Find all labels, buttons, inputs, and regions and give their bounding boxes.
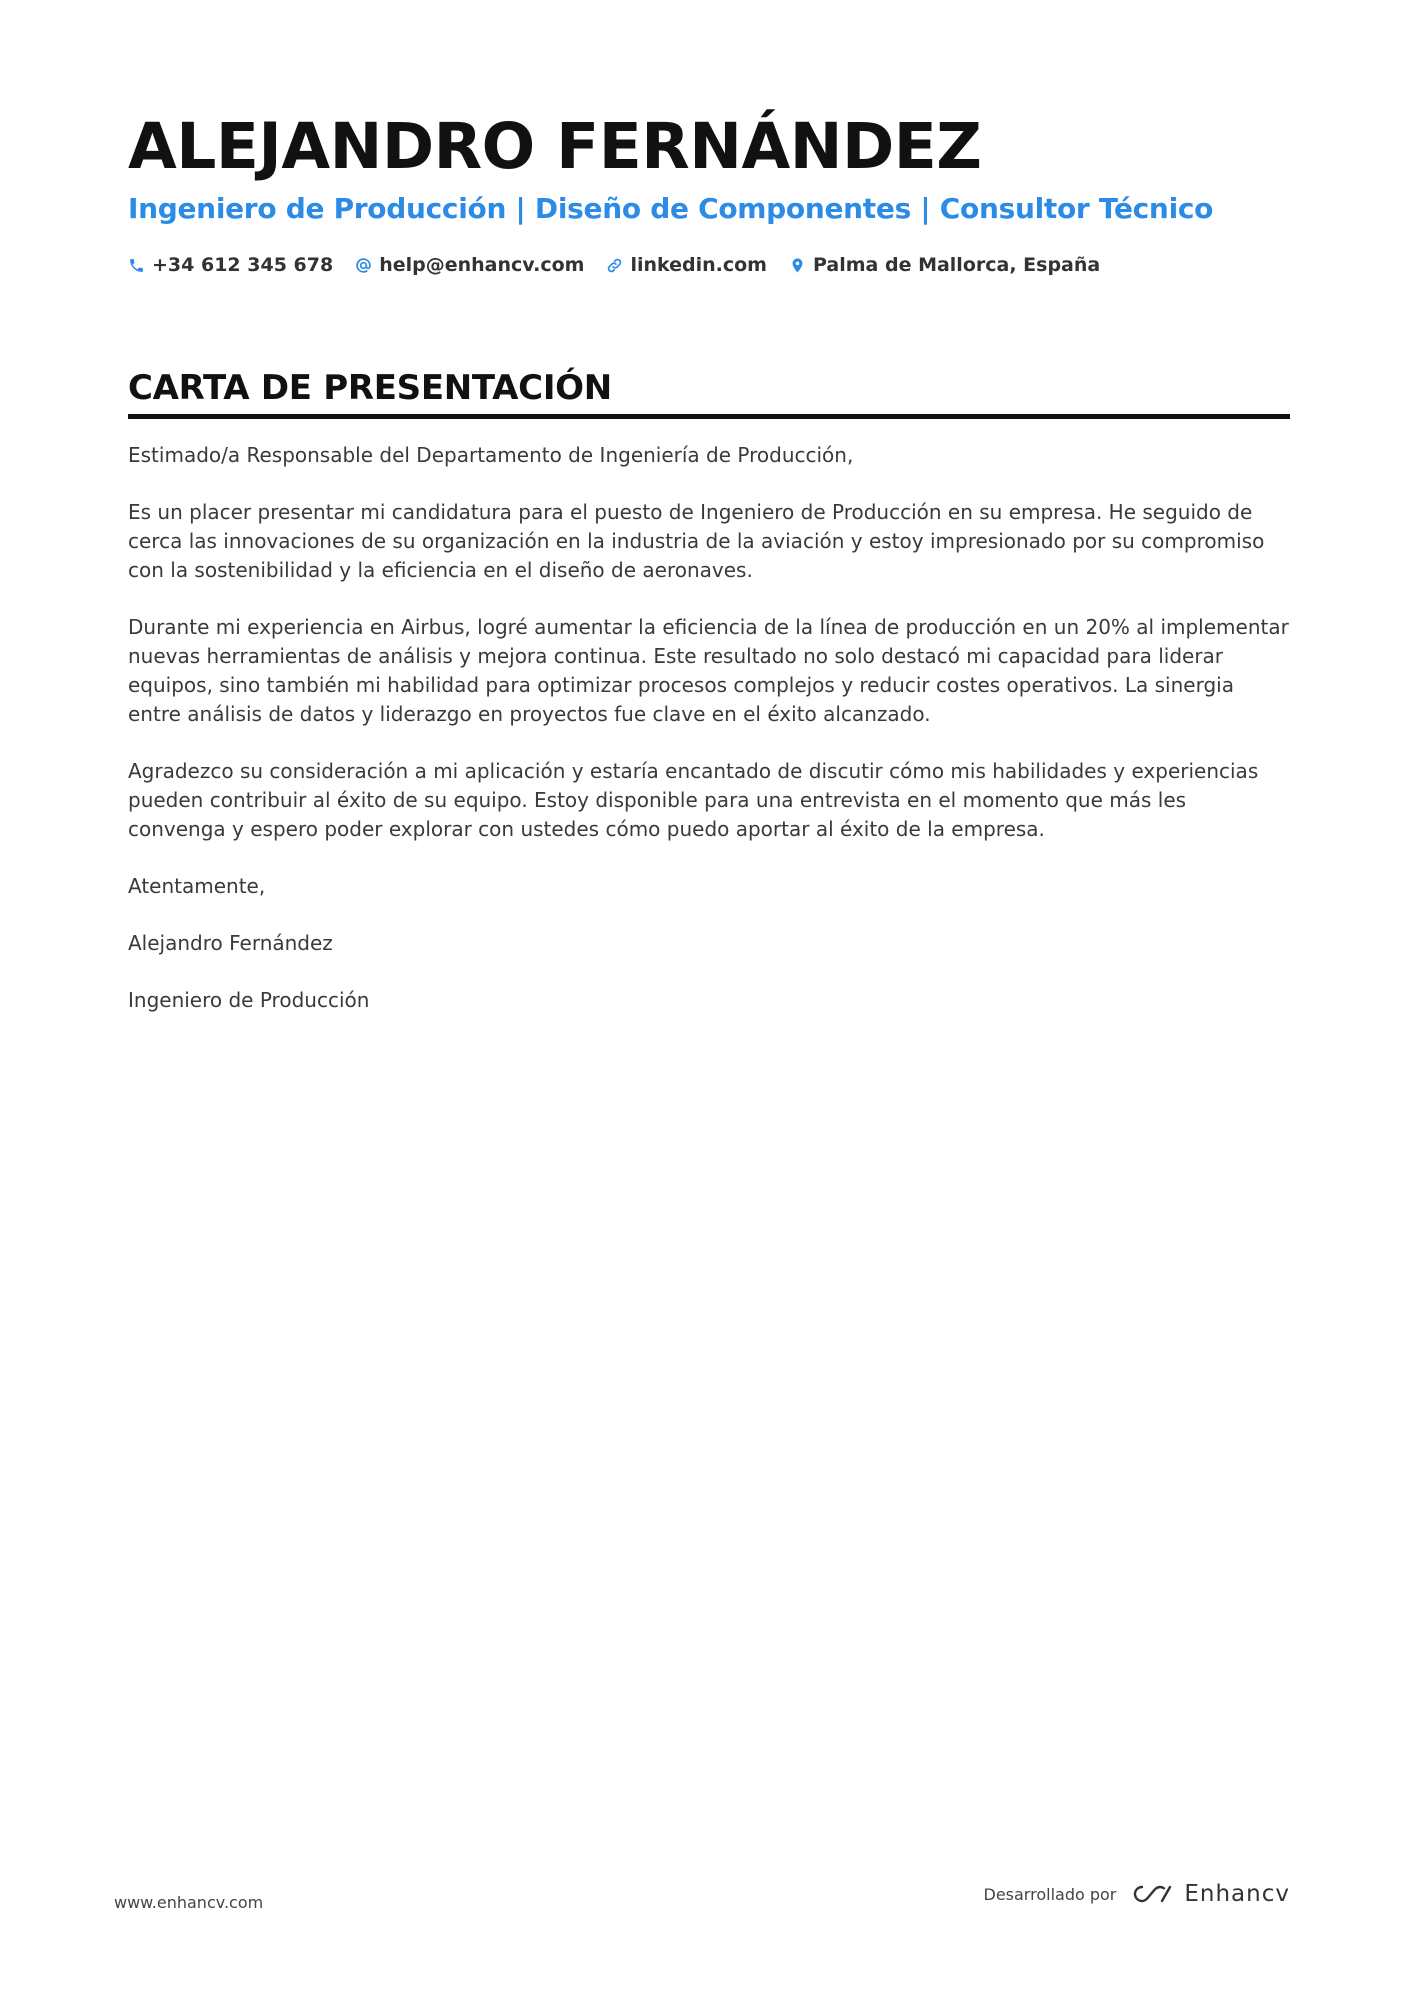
- location-pin-icon: [789, 257, 806, 274]
- contact-bar: [128, 254, 1290, 276]
- contact-linkedin-text[interactable]: linkedin.com: [630, 254, 767, 276]
- contact-email[interactable]: [355, 254, 584, 276]
- contact-location: [789, 254, 1100, 276]
- enhancv-logo[interactable]: [1128, 1880, 1290, 1908]
- letter-paragraph: Es un placer presentar mi candidatura para el puesto de Ingeniero de Producción en su empresa. He seguido de cerca las innovaciones de su organización en la industria de la aviación y estoy impresionado por su compromiso con la sostenibilidad y la eficiencia en el diseño de aeronaves.: [128, 500, 1265, 582]
- applicant-tagline: Ingeniero de Producción | Diseño de Componentes | Consultor Técnico: [128, 192, 1214, 225]
- powered-by-text: Desarrollado por: [983, 1884, 1117, 1904]
- signature-title: Ingeniero de Producción: [128, 988, 370, 1012]
- signature-name: Alejandro Fernández: [128, 931, 333, 955]
- footer-branding: [984, 1880, 1291, 1908]
- letter-paragraph: Durante mi experiencia en Airbus, logré aumentar la eficiencia de la línea de producción en un 20% al implementar nuevas herramientas de análisis y mejora continua. Este resultado no solo destacó mi capacidad para liderar equipos, sino también mi habilidad para optimizar procesos complejos y reducir costes operativos. La sinergia entre análisis de datos y liderazgo en proyectos fue clave en el éxito alcanzado.: [128, 615, 1289, 726]
- contact-phone-text: +34 612 345 678: [152, 254, 334, 276]
- letter-body: [128, 441, 1290, 1015]
- enhancv-logo-icon: [1128, 1880, 1176, 1908]
- link-icon: [606, 257, 623, 274]
- contact-phone: [128, 254, 333, 276]
- applicant-name: ALEJANDRO FERNÁNDEZ: [128, 110, 982, 183]
- letter-paragraph: Agradezco su consideración a mi aplicación y estaría encantado de discutir cómo mis habilidades y experiencias pueden contribuir al éxito de su equipo. Estoy disponible para una entrevista en el momento que más les convenga y espero poder explorar con ustedes cómo puedo aportar al éxito de la empresa.: [128, 759, 1259, 841]
- contact-email-text[interactable]: help@enhancv.com: [379, 254, 585, 276]
- contact-linkedin[interactable]: [606, 254, 767, 276]
- cover-letter-page: [128, 110, 1290, 1043]
- letter-closing: Atentamente,: [128, 874, 266, 898]
- contact-location-text: Palma de Mallorca, España: [812, 254, 1101, 276]
- letter-greeting: Estimado/a Responsable del Departamento de Ingeniería de Producción,: [128, 443, 854, 467]
- section-title: CARTA DE PRESENTACIÓN: [128, 368, 1290, 419]
- phone-icon: [128, 257, 145, 274]
- footer-website[interactable]: www.enhancv.com: [114, 1893, 264, 1912]
- at-icon: [355, 257, 372, 274]
- brand-name: Enhancv: [1184, 1881, 1290, 1907]
